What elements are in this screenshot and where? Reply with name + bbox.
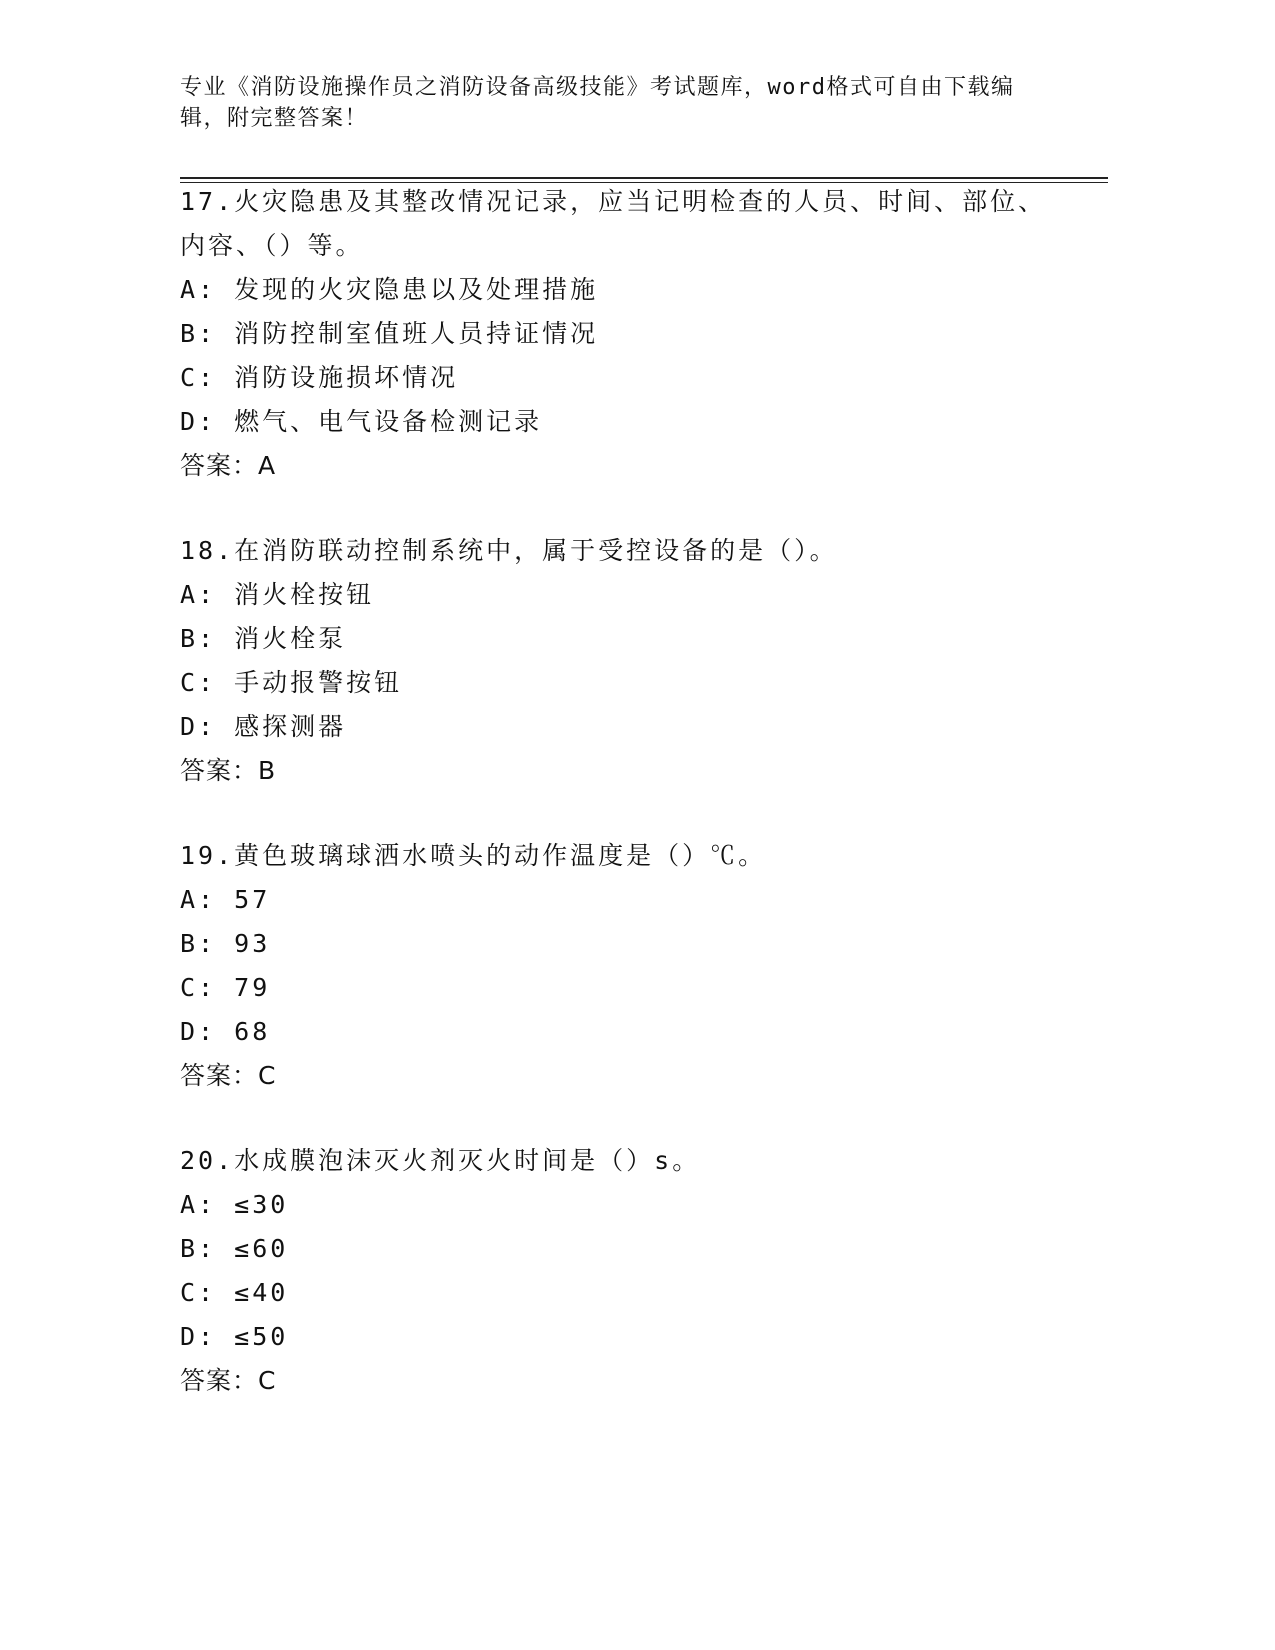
header-line-1: 专业《消防设施操作员之消防设备高级技能》考试题库，word格式可自由下载编 (180, 75, 1015, 100)
option-c: C: 79 (180, 973, 271, 1002)
option-a: A: 消火栓按钮 (180, 580, 375, 609)
option-d: D: 燃气、电气设备检测记录 (180, 407, 543, 436)
option-c: C: 消防设施损坏情况 (180, 363, 459, 392)
question-20 (180, 1139, 1060, 1403)
option-a: A: 57 (180, 885, 271, 914)
option-b: B: ≤60 (180, 1234, 289, 1263)
option-c: C: ≤40 (180, 1278, 289, 1307)
option-b: B: 消防控制室值班人员持证情况 (180, 319, 599, 348)
option-b: B: 消火栓泵 (180, 624, 347, 653)
option-d: D: ≤50 (180, 1322, 289, 1351)
option-d: D: 感探测器 (180, 712, 347, 741)
option-c: C: 手动报警按钮 (180, 668, 403, 697)
option-a: A: ≤30 (180, 1190, 289, 1219)
option-a: A: 发现的火灾隐患以及处理措施 (180, 275, 599, 304)
question-stem: 17.火灾隐患及其整改情况记录，应当记明检查的人员、时间、部位、 (180, 187, 1047, 216)
answer: 答案：C (180, 1366, 277, 1395)
answer: 答案：B (180, 756, 277, 785)
answer: 答案：C (180, 1061, 277, 1090)
question-stem: 18.在消防联动控制系统中，属于受控设备的是（）。 (180, 536, 838, 565)
question-stem-continued: 内容、（）等。 (180, 231, 364, 260)
option-b: B: 93 (180, 929, 271, 958)
question-18 (180, 529, 1060, 793)
answer: 答案：A (180, 451, 277, 480)
question-stem: 19.黄色玻璃球洒水喷头的动作温度是（）℃。 (180, 841, 767, 870)
header-line-2: 辑，附完整答案！ (180, 106, 369, 131)
question-19 (180, 834, 1060, 1098)
question-stem: 20.水成膜泡沫灭火剂灭火时间是（）s。 (180, 1146, 701, 1175)
question-17 (180, 180, 1060, 488)
header-divider (180, 177, 1108, 179)
option-d: D: 68 (180, 1017, 271, 1046)
document-header (180, 72, 1040, 134)
